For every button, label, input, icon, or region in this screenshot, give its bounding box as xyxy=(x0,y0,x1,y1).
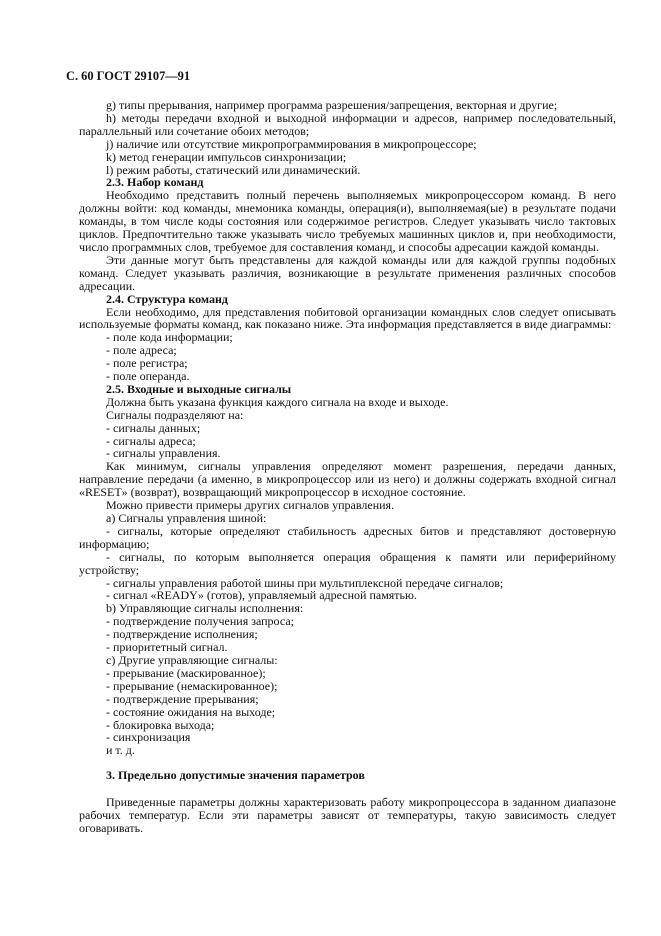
paragraph: - прерывание (маскированное); xyxy=(106,665,266,680)
paragraph: b) Управляющие сигналы исполнения: xyxy=(106,601,304,616)
section-heading: 2.4. Структура команд xyxy=(106,291,228,306)
paragraph: - сигналы управления. xyxy=(106,446,221,461)
document-body xyxy=(79,99,616,835)
paragraph: Должна быть указана функция каждого сигнала на входе и выходе. xyxy=(106,394,449,409)
paragraph: - приоритетный сигнал. xyxy=(106,640,228,655)
paragraph: - поле регистра; xyxy=(106,356,188,371)
paragraph: Необходимо представить полный перечень выполняемых микропроцессором команд. В него должны войти: код команды, мнемоника команды, операция(и), выполняемая(ые) в результате подачи команды, в том числе коды состояния или содержимое регистров. Следует указывать число тактовых циклов. Предпочтительно также указывать число требуемых машинных циклов и, при необходимости, число программных слов, требуемое для составления команд, и способы адресации каждой команды. xyxy=(79,188,616,254)
paragraph: - поле адреса; xyxy=(106,343,177,358)
paragraph: - подтверждение получения запроса; xyxy=(106,614,294,629)
spacer xyxy=(79,782,616,796)
paragraph: - подтверждение исполнения; xyxy=(106,627,258,642)
paragraph: - подтверждение прерывания; xyxy=(106,691,259,706)
paragraph: с) Другие управляющие сигналы: xyxy=(106,652,278,667)
paragraph: g) типы прерывания, например программа разрешения/запрещения, векторная и другие; xyxy=(106,98,558,112)
paragraph: а) Сигналы управления шиной: xyxy=(106,511,267,525)
paragraph: Эти данные могут быть представлены для каждой команды или для каждой группы подобных команд. Следует указывать различия, возникающие в результате применения различных способов адресации. xyxy=(79,252,616,293)
paragraph: - сигналы адреса; xyxy=(106,433,196,448)
paragraph: - сигнал «READY» (готов), управляемый адресной памятью. xyxy=(106,588,417,603)
paragraph: Можно привести примеры других сигналов управления. xyxy=(106,498,395,513)
paragraph: - поле операнда. xyxy=(106,369,190,384)
paragraph: и т. д. xyxy=(106,743,135,758)
paragraph: h) методы передачи входной и выходной информации и адресов, например последовательный, параллельный или сочетание обоих методов; xyxy=(79,110,616,138)
paragraph: j) наличие или отсутствие микропрограммирования в микропроцессоре; xyxy=(106,136,477,151)
paragraph: - сигналы, по которым выполняется операция обращения к памяти или периферийному устройству; xyxy=(79,549,616,577)
paragraph: - сигналы управления работой шины при мультиплексной передаче сигналов; xyxy=(106,575,504,590)
paragraph: - прерывание (немаскированное); xyxy=(106,678,278,693)
paragraph: Сигналы подразделяют на: xyxy=(106,407,244,422)
paragraph: k) метод генерации импульсов синхронизации; xyxy=(106,149,347,164)
paragraph: - поле кода информации; xyxy=(106,330,233,345)
paragraph: l) режим работы, статический или динамический. xyxy=(106,162,361,177)
paragraph: - сигналы данных; xyxy=(106,420,201,435)
section-heading: 2.5. Входные и выходные сигналы xyxy=(106,381,292,396)
paragraph: - состояние ожидания на выходе; xyxy=(106,704,276,719)
paragraph: Если необходимо, для представления побитовой организации командных слов следует описывать используемые форматы команд, как показано ниже. Эта информация представляется в виде диаграммы: xyxy=(79,304,616,332)
page-header: С. 60 ГОСТ 29107—91 xyxy=(66,69,191,83)
paragraph: Как минимум, сигналы управления определяют момент разрешения, передачи данных, направление передачи (а именно, в микропроцессор или из него) и должны содержать входной сигнал «RESET» (возврат), возвращающий микропроцессор в исходное состояние. xyxy=(79,459,616,500)
section-heading: 2.3. Набор команд xyxy=(106,175,204,190)
paragraph: Приведенные параметры должны характеризовать работу микропроцессора в заданном диапазоне рабочих температур. Если эти параметры зависят от температуры, такую зависимость следует оговаривать. xyxy=(79,795,616,835)
paragraph: - сигналы, которые определяют стабильность адресных битов и представляют достоверную информацию; xyxy=(79,523,616,551)
paragraph: - синхронизация xyxy=(106,730,191,745)
paragraph: - блокировка выхода; xyxy=(106,717,215,732)
section-heading: 3. Предельно допустимые значения параметров xyxy=(106,768,365,783)
